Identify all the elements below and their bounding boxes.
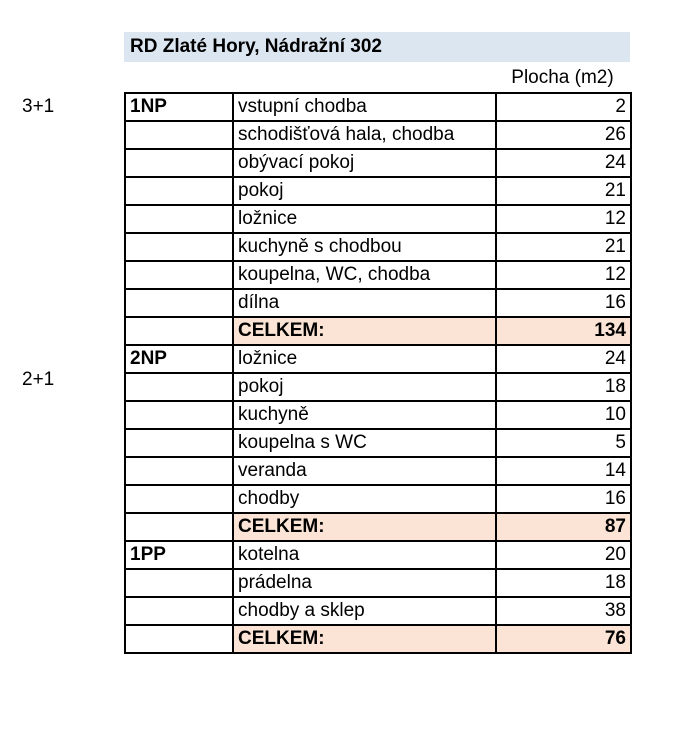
area-cell: 12 bbox=[496, 261, 631, 289]
area-cell: 24 bbox=[496, 149, 631, 177]
area-cell: 24 bbox=[496, 345, 631, 373]
floor-cell bbox=[125, 569, 233, 597]
room-cell: ložnice bbox=[233, 205, 496, 233]
table-row bbox=[125, 597, 631, 625]
table-row bbox=[125, 289, 631, 317]
floor-cell bbox=[125, 261, 233, 289]
table-row bbox=[125, 177, 631, 205]
area-cell: 16 bbox=[496, 289, 631, 317]
room-cell: kotelna bbox=[233, 541, 496, 569]
room-cell: kuchyně s chodbou bbox=[233, 233, 496, 261]
area-cell: 2 bbox=[496, 93, 631, 121]
floor-cell bbox=[125, 485, 233, 513]
table-row bbox=[125, 401, 631, 429]
sheet-title: RD Zlaté Hory, Nádražní 302 bbox=[124, 32, 630, 62]
area-table bbox=[124, 92, 632, 654]
table-row bbox=[125, 373, 631, 401]
table-row bbox=[125, 429, 631, 457]
table-row bbox=[125, 345, 631, 373]
table-row bbox=[125, 149, 631, 177]
room-cell: schodišťová hala, chodba bbox=[233, 121, 496, 149]
side-label-layout-2np: 2+1 bbox=[22, 369, 55, 390]
area-cell: 76 bbox=[496, 625, 631, 653]
room-cell: kuchyně bbox=[233, 401, 496, 429]
table-row bbox=[125, 205, 631, 233]
room-cell: CELKEM: bbox=[233, 625, 496, 653]
table-row bbox=[125, 569, 631, 597]
floor-cell bbox=[125, 317, 233, 345]
table-row bbox=[125, 121, 631, 149]
table-row bbox=[125, 93, 631, 121]
area-cell: 20 bbox=[496, 541, 631, 569]
room-cell: koupelna, WC, chodba bbox=[233, 261, 496, 289]
area-cell: 134 bbox=[496, 317, 631, 345]
table-row bbox=[125, 485, 631, 513]
room-cell: dílna bbox=[233, 289, 496, 317]
floor-cell: 1NP bbox=[125, 93, 233, 121]
room-cell: pokoj bbox=[233, 373, 496, 401]
room-cell: prádelna bbox=[233, 569, 496, 597]
floor-cell bbox=[125, 233, 233, 261]
room-cell: pokoj bbox=[233, 177, 496, 205]
room-cell: CELKEM: bbox=[233, 317, 496, 345]
room-cell: chodby bbox=[233, 485, 496, 513]
area-cell: 5 bbox=[496, 429, 631, 457]
area-cell: 16 bbox=[496, 485, 631, 513]
floor-cell bbox=[125, 205, 233, 233]
total-row bbox=[125, 317, 631, 345]
area-cell: 38 bbox=[496, 597, 631, 625]
area-cell: 87 bbox=[496, 513, 631, 541]
table-row bbox=[125, 457, 631, 485]
room-cell: CELKEM: bbox=[233, 513, 496, 541]
floor-cell bbox=[125, 625, 233, 653]
area-cell: 14 bbox=[496, 457, 631, 485]
floor-cell: 1PP bbox=[125, 541, 233, 569]
floor-cell bbox=[125, 121, 233, 149]
floor-cell bbox=[125, 513, 233, 541]
total-row bbox=[125, 625, 631, 653]
floor-cell bbox=[125, 401, 233, 429]
room-cell: obývací pokoj bbox=[233, 149, 496, 177]
floor-cell bbox=[125, 149, 233, 177]
area-cell: 18 bbox=[496, 569, 631, 597]
floor-cell bbox=[125, 177, 233, 205]
area-table-body bbox=[125, 93, 631, 653]
side-label-layout-1np: 3+1 bbox=[22, 96, 55, 117]
floor-cell bbox=[125, 373, 233, 401]
room-cell: veranda bbox=[233, 457, 496, 485]
floor-cell bbox=[125, 429, 233, 457]
total-row bbox=[125, 513, 631, 541]
room-cell: vstupní chodba bbox=[233, 93, 496, 121]
floor-cell: 2NP bbox=[125, 345, 233, 373]
area-cell: 10 bbox=[496, 401, 631, 429]
room-cell: koupelna s WC bbox=[233, 429, 496, 457]
floor-cell bbox=[125, 289, 233, 317]
table-row bbox=[125, 261, 631, 289]
area-cell: 12 bbox=[496, 205, 631, 233]
area-cell: 21 bbox=[496, 177, 631, 205]
area-column-header: Plocha (m2) bbox=[511, 67, 614, 88]
area-cell: 21 bbox=[496, 233, 631, 261]
floor-cell bbox=[125, 597, 233, 625]
floor-cell bbox=[125, 457, 233, 485]
room-cell: ložnice bbox=[233, 345, 496, 373]
room-cell: chodby a sklep bbox=[233, 597, 496, 625]
area-cell: 26 bbox=[496, 121, 631, 149]
area-cell: 18 bbox=[496, 373, 631, 401]
table-row bbox=[125, 541, 631, 569]
table-row bbox=[125, 233, 631, 261]
